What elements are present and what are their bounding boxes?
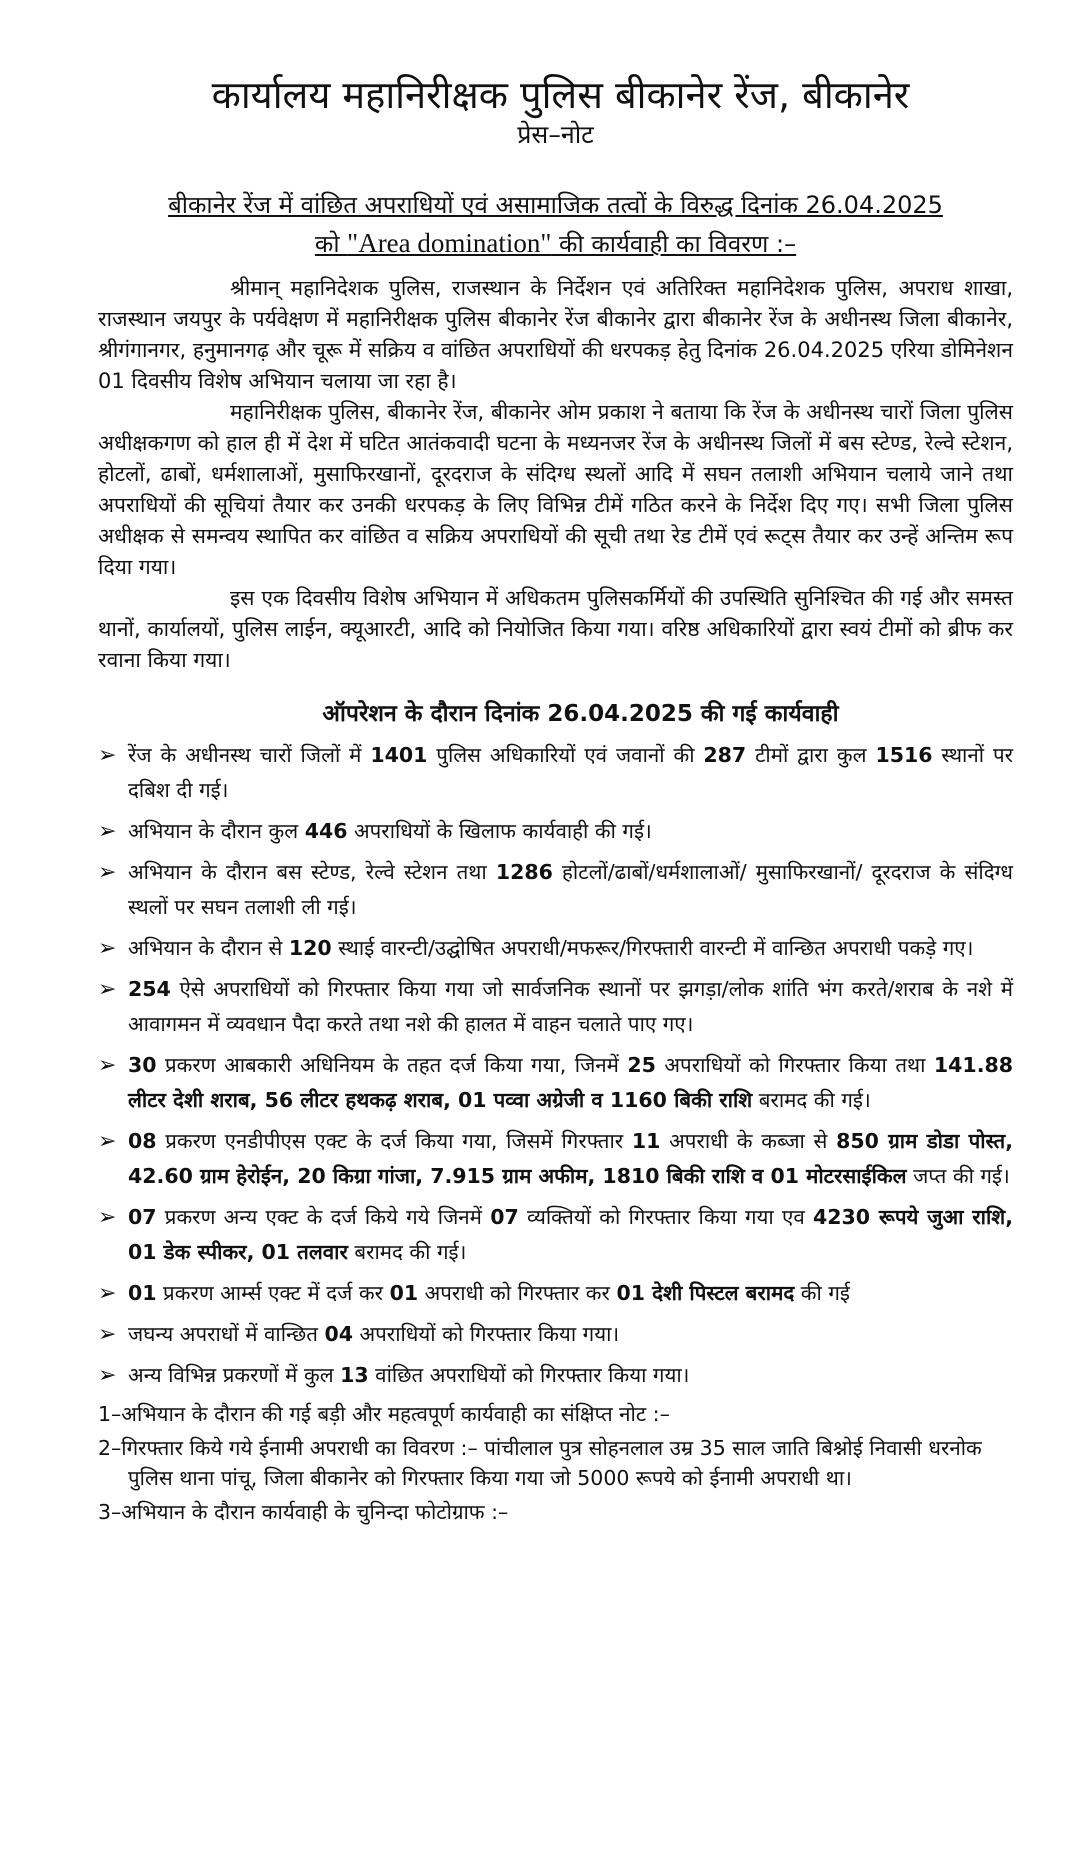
operation-text: अभियान के दौरान कुल (128, 819, 305, 843)
operation-text: अपराधियों को गिरफ्तार किया गया। (352, 1322, 620, 1346)
subject-heading (98, 186, 1013, 263)
operation-text: बरामद की गई। (752, 1088, 871, 1112)
operation-text: बरामद की गई। (347, 1240, 467, 1264)
operation-item (98, 972, 1013, 1042)
operation-figure: 11 (631, 1129, 661, 1153)
note-1: 1–अभियान के दौरान की गई बड़ी और महत्वपूर्ण कार्यवाही का संक्षिप्त नोट :– (98, 1402, 670, 1426)
office-title: कार्यालय महानिरीक्षक पुलिस बीकानेर रेंज, बीकानेर (211, 73, 910, 117)
operation-text: अपराधियों के खिलाफ कार्यवाही की गई। (347, 819, 652, 843)
operation-item (98, 855, 1013, 925)
operation-text: प्रकरण अन्य एक्ट के दर्ज किये गये जिनमें (156, 1205, 491, 1229)
operation-item (98, 931, 1013, 966)
subject-line-2-pre: को (314, 230, 348, 258)
operation-figure: 13 (340, 1363, 369, 1387)
subject-line-1: बीकानेर रेंज में वांछित अपराधियों एवं असामाजिक तत्वों के विरुद्ध दिनांक 26.04.2025 (168, 191, 943, 219)
operation-figure: 287 (703, 743, 747, 767)
operation-figure: 01 (389, 1281, 419, 1305)
operations-heading: ऑपरेशन के दौरान दिनांक 26.04.2025 की गई कार्यवाही (322, 701, 839, 727)
arrow-bullet-icon: ➢ (98, 1363, 117, 1388)
operation-text: अन्य विभिन्न प्रकरणों में कुल (128, 1363, 341, 1387)
operation-text: स्थानों पर दबिश दी गई। (128, 743, 1013, 802)
operation-text: रेंज के अधीनस्थ चारों जिलों में (128, 743, 371, 767)
operation-figure: 08 (128, 1129, 157, 1153)
operation-figure: 850 ग्राम डोडा पोस्त, 42.60 ग्राम हेरोईन, 20 किग्रा गांजा, 7.915 ग्राम अफीम, 1810 बिकी राशि व 01 मोटरसाईकिल (128, 1129, 1013, 1188)
operation-text: व्यक्तियों को गिरफ्तार किया गया एव (518, 1205, 813, 1229)
arrow-bullet-icon: ➢ (98, 977, 117, 1002)
notes-section (98, 1399, 1013, 1527)
operation-item (98, 1276, 1013, 1311)
operation-text: अपराधी को गिरफ्तार कर (418, 1281, 617, 1305)
operation-figure: 1286 (495, 860, 553, 884)
operation-figure: 254 (128, 977, 171, 1001)
operation-item (98, 738, 1013, 808)
operation-text: प्रकरण एनडीपीएस एक्ट के दर्ज किया गया, जिसमें गिरफ्तार (156, 1129, 632, 1153)
operation-text: की गई (794, 1281, 850, 1305)
operation-figure: 25 (627, 1053, 656, 1077)
operation-text: प्रकरण आर्म्स एक्ट में दर्ज कर (156, 1281, 390, 1305)
press-note-label: प्रेस–नोट (517, 120, 594, 149)
note-2: 2–गिरफ्तार किये गये ईनामी अपराधी का विवरण :– पांचीलाल पुत्र सोहनलाल उम्र 35 साल जाति बिश्नोई निवासी धरनोक पुलिस थाना पांचू, जिला बीकानेर को गिरफ्तार किया गया जो 5000 रूपये को ईनामी अपराधी था। (98, 1436, 982, 1490)
operation-figure: 07 (490, 1205, 519, 1229)
operation-item (98, 814, 1013, 849)
operation-item (98, 1358, 1013, 1393)
operation-figure: 446 (304, 819, 348, 843)
operation-figure: 07 (128, 1205, 157, 1229)
operation-figure: 141.88 लीटर देशी शराब, 56 लीटर हथकढ़ शराब, 01 पव्वा अग्रेजी व 1160 बिकी राशि (128, 1053, 1014, 1112)
operation-text: टीमों द्वारा कुल (746, 743, 876, 767)
subject-area-domination: "Area domination" (347, 228, 552, 258)
operation-text: वांछित अपराधियों को गिरफ्तार किया गया। (368, 1363, 690, 1387)
operation-figure: 4230 रूपये जुआ राशि, 01 डेक स्पीकर, 01 तलवार (128, 1205, 1013, 1264)
arrow-bullet-icon: ➢ (98, 1281, 117, 1306)
operation-text: होटलों/ढाबों/धर्मशालाओं/ मुसाफिरखानों/ दूरदराज के संदिग्ध स्थलों पर सघन तलाशी ली गई। (128, 860, 1013, 919)
arrow-bullet-icon: ➢ (98, 1205, 117, 1230)
arrow-bullet-icon: ➢ (98, 1129, 117, 1154)
operation-item (98, 1124, 1013, 1194)
operation-figure: 1516 (875, 743, 933, 767)
operation-text: ऐसे अपराधियों को गिरफ्तार किया गया जो सार्वजनिक स्थानों पर झगड़ा/लोक शांति भंग करते/शराब के नशे में आवागमन में व्यवधान पैदा करते तथा नशे की हालत में वाहन चलाते पाए गए। (128, 977, 1013, 1036)
subject-line-2 (98, 224, 1013, 263)
operation-figure: 120 (288, 936, 332, 960)
operations-list (98, 738, 1013, 1393)
arrow-bullet-icon: ➢ (98, 819, 117, 844)
operation-item (98, 1317, 1013, 1352)
operation-figure: 04 (324, 1322, 353, 1346)
operation-text: जप्त की गई। (906, 1164, 1010, 1188)
operation-text: अपराधी के कब्जा से (660, 1129, 837, 1153)
operation-text: अभियान के दौरान से (128, 936, 289, 960)
operation-text: प्रकरण आबकारी अधिनियम के तहत दर्ज किया गया, जिनमें (156, 1053, 628, 1077)
arrow-bullet-icon: ➢ (98, 1322, 117, 1347)
operation-text: अभियान के दौरान बस स्टेण्ड, रेल्वे स्टेशन तथा (128, 860, 496, 884)
arrow-bullet-icon: ➢ (98, 860, 117, 885)
operation-figure: 01 देशी पिस्टल बरामद (616, 1281, 795, 1305)
operation-item (98, 1048, 1013, 1118)
operation-figure: 30 (128, 1053, 157, 1077)
operation-figure: 1401 (370, 743, 428, 767)
operation-figure: 01 (128, 1281, 157, 1305)
operation-text: अपराधियों को गिरफ्तार किया तथा (655, 1053, 934, 1077)
arrow-bullet-icon: ➢ (98, 743, 117, 768)
operation-text: स्थाई वारन्टी/उद्घोषित अपराधी/मफरूर/गिरफ्तारी वारन्टी में वान्छित अपराधी पकड़े गए। (331, 936, 974, 960)
operation-text: जघन्य अपराधों में वान्छित (128, 1322, 325, 1346)
operation-item (98, 1200, 1013, 1270)
paragraph-3: इस एक दिवसीय विशेष अभियान में अधिकतम पुलिसकर्मियों की उपस्थिति सुनिश्चित की गई और समस्त थानों, कार्यालयों, पुलिस लाईन, क्यूआरटी, आदि को नियोजित किया गया। वरिष्ठ अधिकारियों द्वारा स्वयं टीमों को ब्रीफ कर रवाना किया गया। (98, 586, 1013, 672)
arrow-bullet-icon: ➢ (98, 936, 117, 961)
paragraph-2: महानिरीक्षक पुलिस, बीकानेर रेंज, बीकानेर ओम प्रकाश ने बताया कि रेंज के अधीनस्थ चारों जिला पुलिस अधीक्षकगण को हाल ही में देश में घटित आतंकवादी घटना के मध्यनजर रेंज के अधीनस्थ जिलों में बस स्टेण्ड, रेल्वे स्टेशन, होटलों, ढाबों, धर्मशालाओं, मुसाफिरखानों, दूरदराज के संदिग्ध स्थलों आदि में सघन तलाशी अभियान चलाये जाने तथा अपराधियों की सूचियां तैयार कर उनकी धरपकड़ के लिए विभिन्न टीमें गठित करने के निर्देश दिए गए। सभी जिला पुलिस अधीक्षक से समन्वय स्थापित कर वांछित व सक्रिय अपराधियों की सूची तथा रेड टीमें एवं रूट्स तैयार कर उन्हें अन्तिम रूप दिया गया। (98, 400, 1013, 579)
subject-line-2-post: की कार्यवाही का विवरण :– (551, 230, 797, 258)
paragraph-1: श्रीमान् महानिदेशक पुलिस, राजस्थान के निर्देशन एवं अतिरिक्त महानिदेशक पुलिस, अपराध शाखा, राजस्थान जयपुर के पर्यवेक्षण में महानिरीक्षक पुलिस बीकानेर रेंज बीकानेर द्वारा बीकानेर रेंज के अधीनस्थ जिला बीकानेर, श्रीगंगानगर, हनुमानगढ़ और चूरू में सक्रिय व वांछित अपराधियों की धरपकड़ हेतु दिनांक 26.04.2025 एरिया डोमिनेशन 01 दिवसीय विशेष अभियान चलाया जा रहा है। (98, 276, 1013, 393)
note-3: 3–अभियान के दौरान कार्यवाही के चुनिन्दा फोटोग्राफ :– (98, 1500, 509, 1524)
operation-text: पुलिस अधिकारियों एवं जवानों की (427, 743, 704, 767)
arrow-bullet-icon: ➢ (98, 1053, 117, 1078)
